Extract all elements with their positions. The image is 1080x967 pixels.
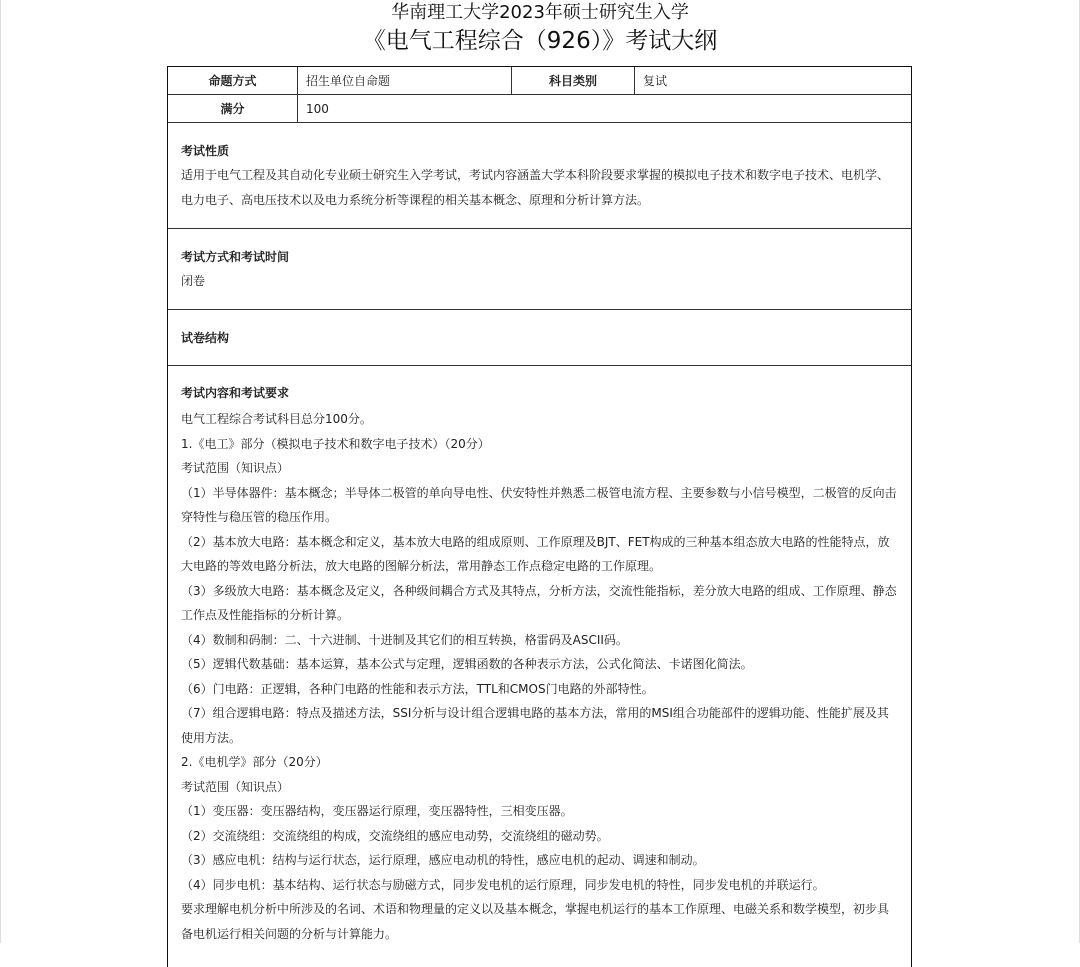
doc-title-line2: 《电气工程综合（926）》考试大纲: [362, 28, 718, 54]
content-paragraph: （2）基本放大电路：基本概念和定义，基本放大电路的组成原则、工作原理及BJT、FET构成的三种基本组态放大电路的性能特点，放大电路的等效电路分析法，放大电路的图解分析法，常用静态工作点稳定电路的工作原理。: [181, 534, 890, 573]
section-text: 闭卷: [181, 274, 206, 288]
category-value: 复试: [643, 74, 668, 88]
content-paragraph: 2.《电机学》部分（20分）: [181, 755, 328, 769]
content-paragraph: （5）逻辑代数基础：基本运算，基本公式与定理，逻辑函数的各种表示方法，公式化简法、卡诺图化简法。: [181, 657, 753, 671]
content-paragraph: 考试范围（知识点）: [181, 461, 290, 475]
content-paragraph: （2）交流绕组：交流绕组的构成，交流绕组的感应电动势，交流绕组的磁动势。: [181, 828, 609, 843]
section-nature: [168, 123, 911, 229]
section-heading: 考试内容和考试要求: [181, 386, 290, 400]
content-paragraph: （1）半导体器件：基本概念；半导体二极管的单向导电性、伏安特性并熟悉二极管电流方程、主要参数与小信号模型，二极管的反向击穿特性与稳压管的稳压作用。: [181, 485, 897, 524]
content-paragraph: （4）数制和码制：二、十六进制、十进制及其它们的相互转换，格雷码及ASCII码。: [181, 632, 628, 647]
section-method: [168, 229, 911, 310]
content-paragraph: 1.《电工》部分（模拟电子技术和数字电子技术）（20分）: [181, 436, 490, 451]
content-paragraph: 电气工程综合考试科目总分100分。: [181, 412, 372, 426]
section-heading: 考试方式和考试时间: [181, 250, 290, 264]
content-paragraph: （4）同步电机：基本结构、运行状态与励磁方式，同步发电机的运行原理，同步发电机的特性，同步发电机的并联运行。: [181, 877, 825, 892]
content-paragraph: 要求理解电机分析中所涉及的名词、术语和物理量的定义以及基本概念，掌握电机运行的基本工作原理、电磁关系和数学模型，初步具备电机运行相关问题的分析与计算能力。: [181, 902, 890, 941]
content-paragraph: （6）门电路：正逻辑，各种门电路的性能和表示方法，TTL和CMOS门电路的外部特性。: [181, 681, 654, 696]
score-value: 100: [306, 101, 329, 116]
section-content: [168, 366, 911, 946]
mode-label: 命题方式: [168, 67, 298, 94]
section-structure: [168, 310, 911, 366]
content-paragraph: （1）变压器：变压器结构，变压器运行原理，变压器特性，三相变压器。: [181, 804, 573, 818]
info-row-1: [168, 67, 911, 95]
info-row-2: [168, 95, 911, 123]
content-paragraph: （7）组合逻辑电路：特点及描述方法，SSI分析与设计组合逻辑电路的基本方法，常用的MSI组合功能部件的逻辑功能、性能扩展及其使用方法。: [181, 706, 889, 745]
content-paragraph: 考试范围（知识点）: [181, 779, 290, 794]
doc-title-line1: 华南理工大学2023年硕士研究生入学: [391, 2, 689, 23]
section-heading: 考试性质: [181, 144, 230, 158]
section-text: 适用于电气工程及其自动化专业硕士研究生入学考试，考试内容涵盖大学本科阶段要求掌握的模拟电子技术和数字电子技术、电机学、电力电子、高电压技术以及电力系统分析等课程的相关基本概念、原理和分析计算方法。: [181, 168, 890, 207]
section-heading: 试卷结构: [181, 331, 230, 345]
score-label: 满分: [168, 95, 298, 122]
content-paragraph: （3）多级放大电路：基本概念及定义，各种级间耦合方式及其特点，分析方法，交流性能指标，差分放大电路的组成、工作原理、静态工作点及性能指标的分析计算。: [181, 583, 897, 622]
syllabus-table: [167, 66, 912, 967]
category-label: 科目类别: [512, 67, 635, 94]
content-paragraph: （3）感应电机：结构与运行状态，运行原理，感应电动机的特性，感应电机的起动、调速和制动。: [181, 853, 705, 867]
mode-value: 招生单位自命题: [298, 67, 512, 94]
